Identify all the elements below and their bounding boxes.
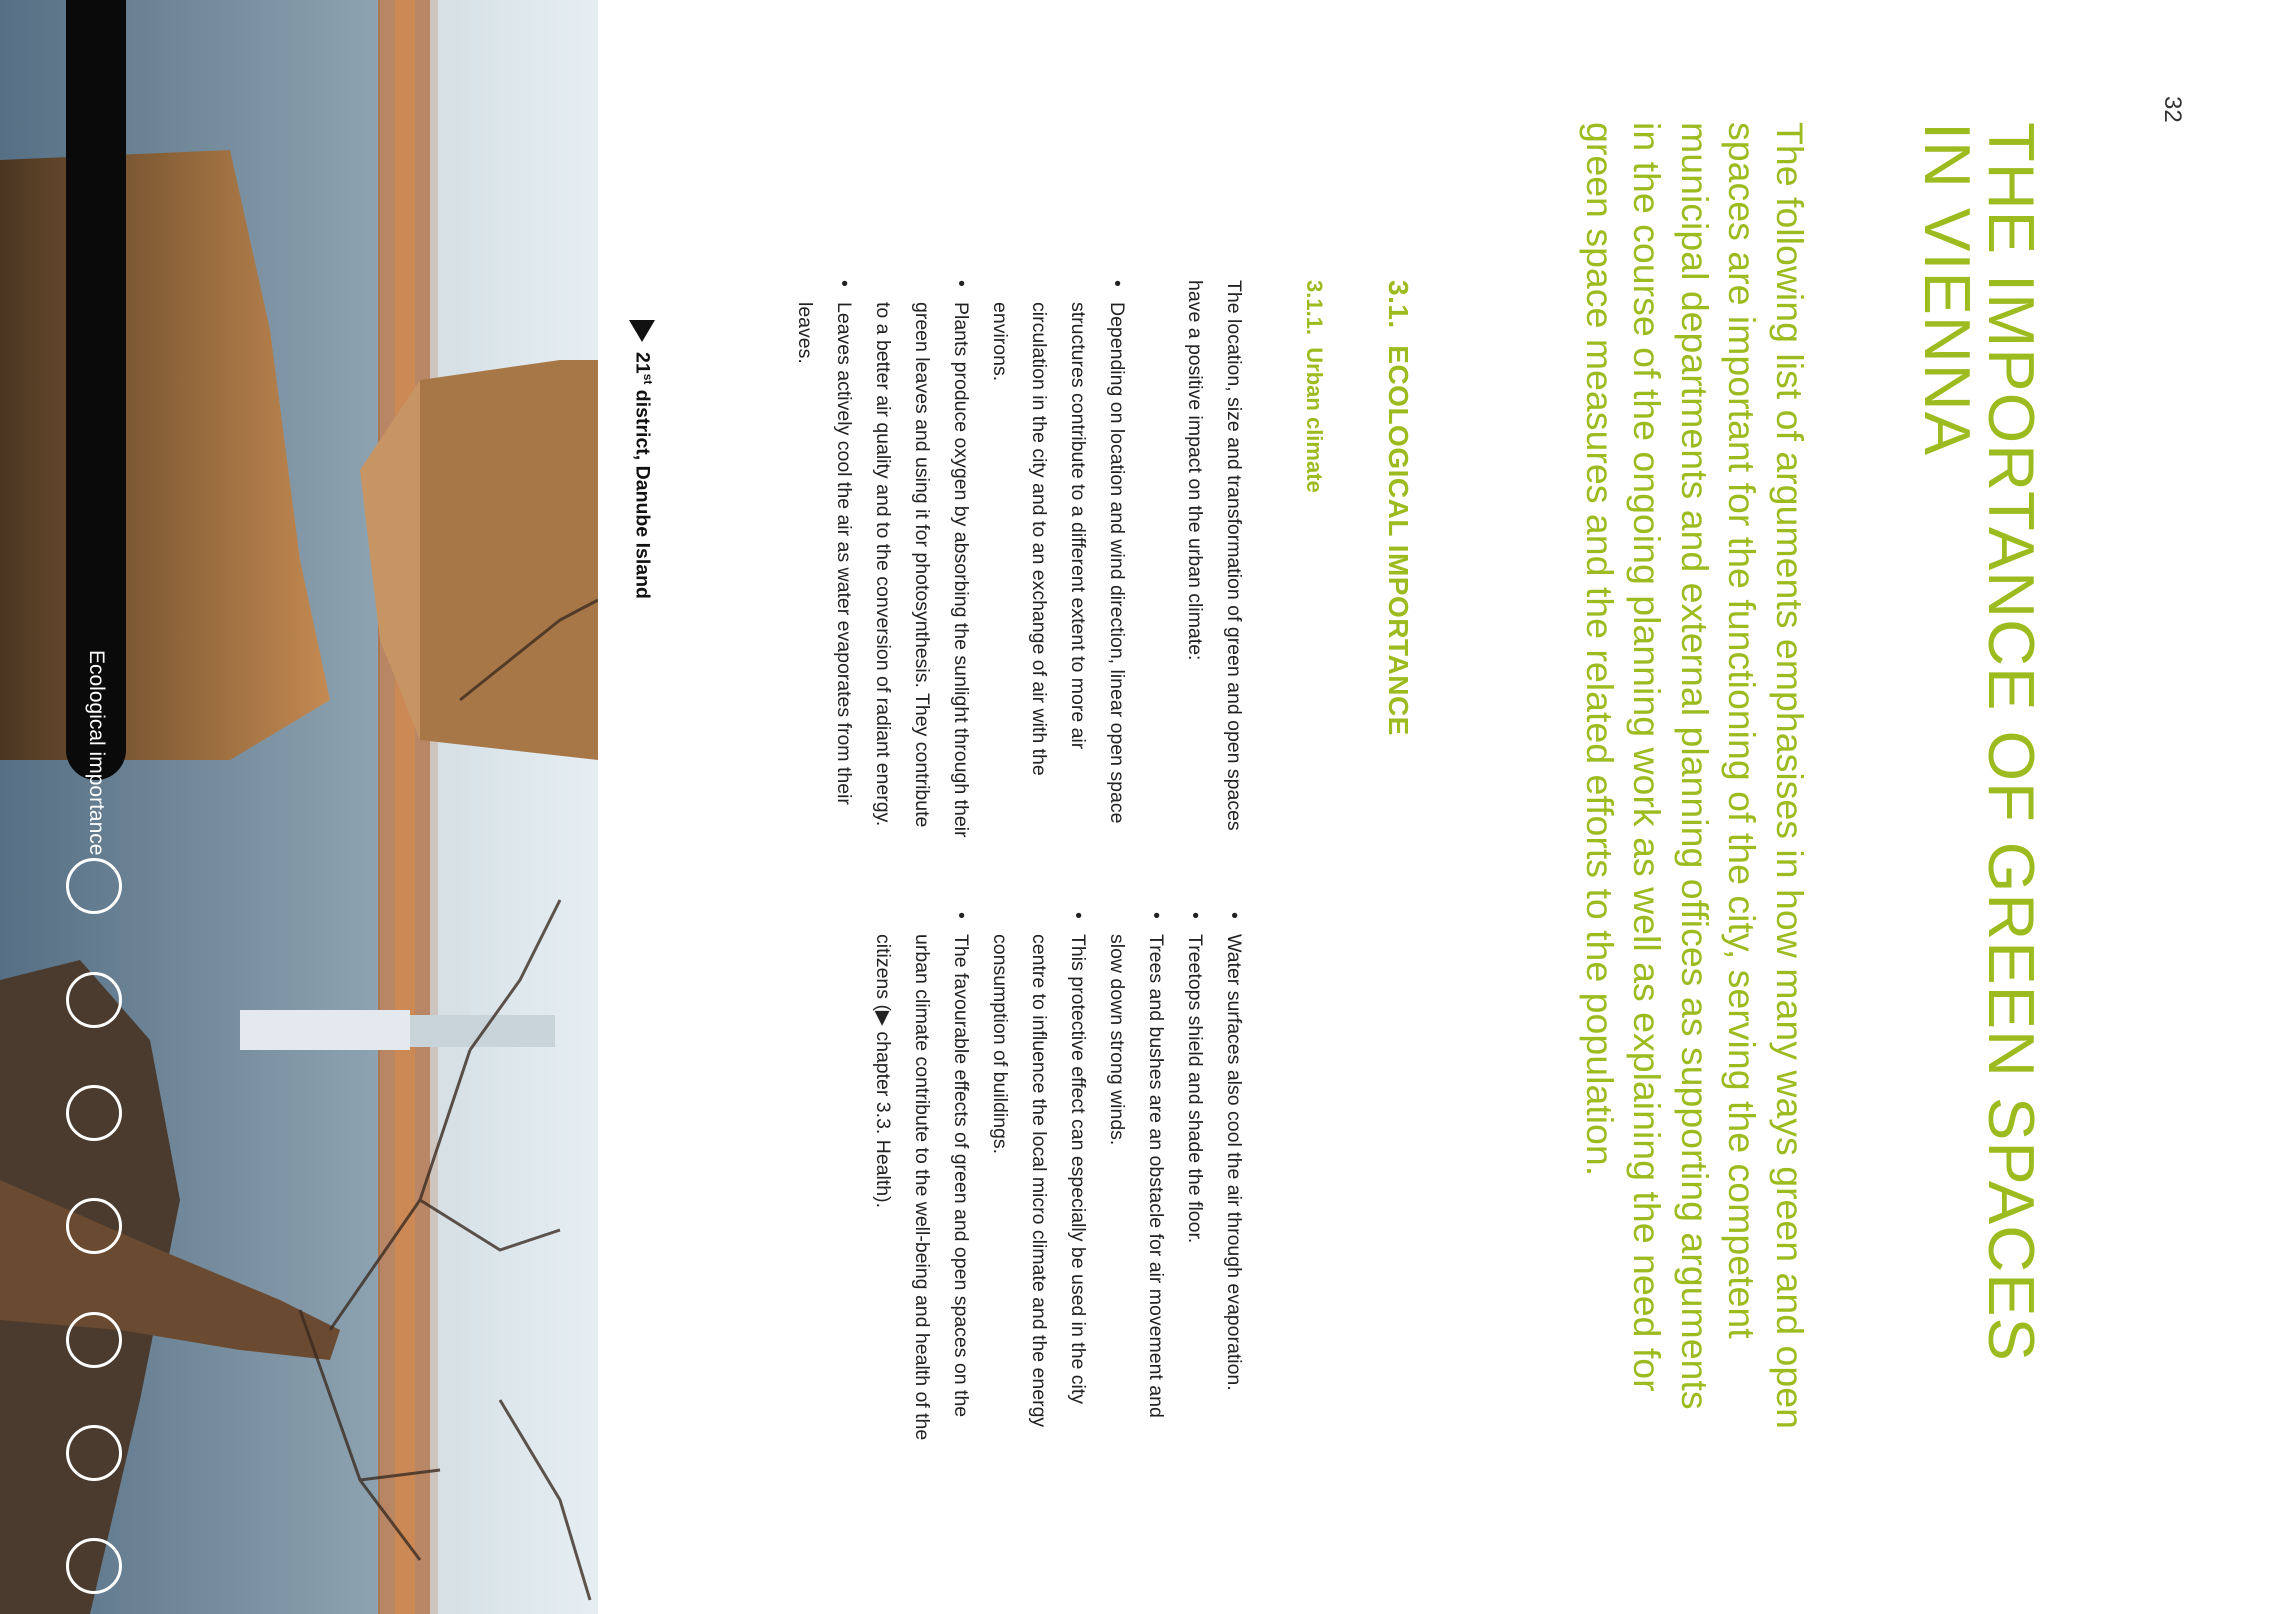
progress-circle [66, 1198, 122, 1254]
page-title: THE IMPORTANCE OF GREEN SPACES IN VIENNA [1911, 122, 2048, 1362]
progress-circle [66, 1085, 122, 1141]
section-title: ECOLOGICAL IMPORTANCE [1383, 345, 1414, 736]
subsection-title: Urban climate [1302, 347, 1327, 493]
progress-circle [66, 1312, 122, 1368]
side-tab-label: Ecological importance [85, 650, 108, 856]
page-number: 32 [2159, 96, 2186, 123]
list-item: • Leaves actively cool the air as water evaporates from their leaves. [785, 280, 863, 840]
list-item: • Trees and bushes are an obstacle for air movement and slow down strong winds. [1097, 912, 1175, 1452]
progress-circle [66, 1538, 122, 1594]
section-heading [1382, 280, 1414, 736]
triangle-pointer-icon [629, 320, 655, 342]
caption-district-suffix: st [641, 373, 655, 385]
caption-district-number: 21 [631, 352, 654, 374]
list-item: • This protective effect can especially be used in the city centre to influence the local micro climate and the energy consumption of buildings. [980, 912, 1097, 1452]
progress-circle [66, 858, 122, 914]
list-item: • Treetops shield and shade the floor. [1175, 912, 1214, 1452]
body-column-1 [785, 280, 1253, 840]
body-column-2 [863, 912, 1253, 1452]
lead-paragraph: The location, size and transformation of green and open spaces have a positive impact on the urban climate: [1184, 280, 1245, 831]
list-item: • Depending on location and wind direction, linear open space structures contribute to a different extent to more air circulation in the city and to an exchange of air with the environs. [980, 280, 1136, 840]
list-item: • Plants produce oxygen by absorbing the sunlight through their green leaves and using it for photosynthesis. They contribute to a better air quality and to the conversion of radiant energy. [863, 280, 980, 840]
progress-circle [66, 972, 122, 1028]
progress-circle [66, 1425, 122, 1481]
bullet-list-2 [863, 912, 1253, 1452]
bullet-list-1 [785, 280, 1136, 840]
section-number: 3.1. [1383, 280, 1414, 329]
caption-text: district, Danube Island [631, 384, 654, 599]
subsection-number: 3.1.1. [1302, 280, 1327, 336]
intro-paragraph: The following list of arguments emphasises in how many ways green and open spaces are important for the functioning of the city, serving the competent municipal departments and external planning offices as supporting arguments in the course of the ongoing planning work as well as explaining the need for green space measures and the related efforts to the population. [1579, 122, 1811, 1429]
photo-caption [629, 320, 655, 599]
list-item: • The favourable effects of green and open spaces on the urban climate contribute to the well-being and health of the citizens (▶ chapter 3.3. Health). [863, 912, 980, 1452]
list-item: • Water surfaces also cool the air through evaporation. [1214, 912, 1253, 1452]
subsection-heading [1301, 280, 1327, 493]
